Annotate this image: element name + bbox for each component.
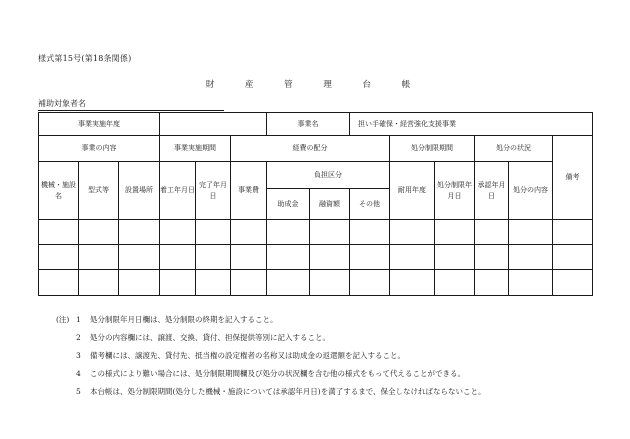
note-item bbox=[56, 310, 486, 328]
notes-list bbox=[56, 310, 486, 400]
project-cost-header: 事業費 bbox=[231, 162, 267, 220]
completion-date-header: 完了年月日 bbox=[196, 162, 231, 220]
table-row bbox=[39, 245, 593, 270]
disposal-status-header: 処分の状況 bbox=[475, 136, 553, 162]
note-number: 4 bbox=[76, 368, 81, 378]
subsidy-header: 助成金 bbox=[267, 189, 310, 220]
implementation-period-header: 事業実施期間 bbox=[160, 136, 231, 162]
cell[interactable] bbox=[79, 270, 119, 296]
note-item bbox=[56, 328, 486, 346]
cell[interactable] bbox=[231, 270, 267, 296]
model-header: 型式等 bbox=[79, 162, 119, 220]
cell[interactable] bbox=[79, 220, 119, 245]
table-row bbox=[39, 220, 593, 245]
note-item bbox=[56, 364, 486, 382]
project-name-value[interactable]: 担い手確保・経営強化支援事業 bbox=[350, 113, 593, 136]
cell[interactable] bbox=[39, 245, 79, 270]
cell[interactable] bbox=[310, 245, 350, 270]
disposal-content-header: 処分の内容 bbox=[509, 162, 553, 220]
machine-name-header: 機械・施設名 bbox=[39, 162, 79, 220]
note-text: 処分の内容欄には、譲渡、交換、貸付、担保提供等別に記入すること。 bbox=[90, 332, 330, 342]
cell[interactable] bbox=[196, 220, 231, 245]
cell[interactable] bbox=[435, 220, 475, 245]
form-number: 様式第15号(第18条関係) bbox=[38, 54, 132, 63]
cell[interactable] bbox=[160, 245, 196, 270]
cell[interactable] bbox=[509, 270, 553, 296]
cell[interactable] bbox=[390, 245, 435, 270]
cell[interactable] bbox=[390, 220, 435, 245]
cell[interactable] bbox=[475, 245, 509, 270]
note-number: 1 bbox=[76, 314, 81, 324]
other-header: その他 bbox=[350, 189, 390, 220]
property-ledger-table bbox=[38, 112, 593, 296]
burden-share-header: 負担区分 bbox=[267, 162, 390, 189]
cell[interactable] bbox=[196, 270, 231, 296]
note-item bbox=[56, 382, 486, 400]
business-content-header: 事業の内容 bbox=[39, 136, 160, 162]
note-number: 3 bbox=[76, 350, 81, 360]
cell[interactable] bbox=[310, 270, 350, 296]
cell[interactable] bbox=[39, 270, 79, 296]
cell[interactable] bbox=[350, 245, 390, 270]
cell[interactable] bbox=[231, 245, 267, 270]
cell[interactable] bbox=[267, 220, 310, 245]
cell[interactable] bbox=[475, 270, 509, 296]
cell[interactable] bbox=[509, 220, 553, 245]
approval-date-header: 承認年月日 bbox=[475, 162, 509, 220]
useful-life-header: 耐用年度 bbox=[390, 162, 435, 220]
cell[interactable] bbox=[79, 245, 119, 270]
page-title: 財 産 管 理 台 帳 bbox=[205, 80, 425, 90]
start-date-header: 着工年月日 bbox=[160, 162, 196, 220]
cell[interactable] bbox=[160, 270, 196, 296]
notes-prefix: (注) bbox=[56, 314, 70, 324]
note-number: 5 bbox=[76, 386, 81, 396]
note-item bbox=[56, 346, 486, 364]
note-text: 備考欄には、譲渡先、貸付先、抵当権の設定権者の名称又は助成金の返還額を記入すること。 bbox=[90, 350, 405, 360]
cell[interactable] bbox=[350, 220, 390, 245]
cell[interactable] bbox=[119, 245, 160, 270]
expense-allocation-header: 経費の配分 bbox=[231, 136, 390, 162]
fiscal-year-label: 事業実施年度 bbox=[39, 113, 160, 136]
cell[interactable] bbox=[509, 245, 553, 270]
table-row bbox=[39, 270, 593, 296]
note-text: 本台帳は、処分制限期間(処分した機械・施設については承認年月日)を満了するまで、保全しなければならないこと。 bbox=[90, 386, 486, 396]
cell[interactable] bbox=[196, 245, 231, 270]
cell[interactable] bbox=[231, 220, 267, 245]
recipient-name-field[interactable] bbox=[38, 98, 224, 111]
cell[interactable] bbox=[475, 220, 509, 245]
cell[interactable] bbox=[310, 220, 350, 245]
disposal-period-header: 処分制限期間 bbox=[390, 136, 475, 162]
cell[interactable] bbox=[160, 220, 196, 245]
cell[interactable] bbox=[267, 245, 310, 270]
remarks-header: 備考 bbox=[553, 136, 593, 220]
cell[interactable] bbox=[390, 270, 435, 296]
cell[interactable] bbox=[435, 270, 475, 296]
cell[interactable] bbox=[553, 270, 593, 296]
note-text: 処分制限年月日欄は、処分制限の終期を記入すること。 bbox=[90, 314, 278, 324]
location-header: 設置場所 bbox=[119, 162, 160, 220]
cell[interactable] bbox=[553, 245, 593, 270]
disposal-limit-date-header: 処分制限年月日 bbox=[435, 162, 475, 220]
cell[interactable] bbox=[119, 220, 160, 245]
cell[interactable] bbox=[39, 220, 79, 245]
note-number: 2 bbox=[76, 332, 81, 342]
cell[interactable] bbox=[435, 245, 475, 270]
cell[interactable] bbox=[267, 270, 310, 296]
loan-header: 融資額 bbox=[310, 189, 350, 220]
project-name-label: 事業名 bbox=[267, 113, 350, 136]
fiscal-year-value[interactable] bbox=[160, 113, 267, 136]
cell[interactable] bbox=[553, 220, 593, 245]
recipient-name-label: 補助対象者名 bbox=[38, 99, 86, 108]
note-text: この様式により難い場合には、処分制限期間欄及び処分の状況欄を含む他の様式をもって代えることができる。 bbox=[90, 368, 465, 378]
cell[interactable] bbox=[119, 270, 160, 296]
cell[interactable] bbox=[350, 270, 390, 296]
